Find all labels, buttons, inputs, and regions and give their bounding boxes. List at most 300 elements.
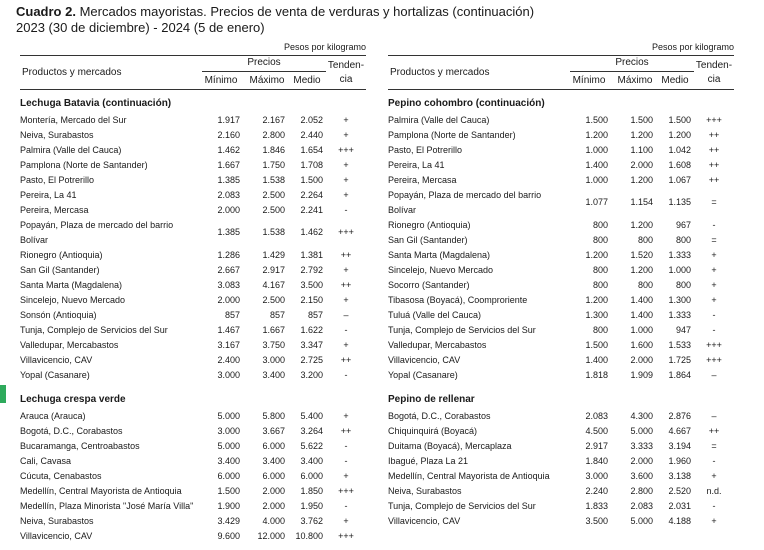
header-top-rule [20, 55, 366, 56]
header-tendencia-1: Tenden- [327, 60, 365, 71]
market-name: Yopal (Casanare) [388, 370, 458, 380]
trend-value: ++ [340, 250, 352, 260]
market-name: Medellín, Plaza Minorista "José María Villa" [20, 501, 194, 511]
trend-value: + [711, 250, 717, 260]
price-max: 1.100 [630, 145, 653, 155]
market-name: San Gil (Santander) [20, 265, 100, 275]
table-row [388, 113, 734, 128]
market-name: Valledupar, Mercabastos [388, 340, 487, 350]
table-row [20, 323, 366, 338]
trend-value: ++ [340, 355, 352, 365]
trend-value: – [711, 411, 717, 421]
market-name: Villavicencio, CAV [388, 516, 461, 526]
price-min: 3.083 [217, 280, 240, 290]
trend-value: + [343, 115, 349, 125]
market-name: Montería, Mercado del Sur [20, 115, 127, 125]
table-right [388, 42, 734, 548]
price-min: 1.900 [217, 501, 240, 511]
table-row [388, 368, 734, 383]
price-med: 2.052 [300, 115, 323, 125]
price-max: 4.167 [262, 280, 285, 290]
price-max: 1.200 [630, 130, 653, 140]
table-row [388, 484, 734, 499]
price-med: 800 [675, 280, 691, 290]
price-min: 3.429 [217, 516, 240, 526]
market-name: Cúcuta, Cenabastos [20, 471, 102, 481]
price-med: 2.440 [300, 130, 323, 140]
price-min: 1.286 [217, 250, 240, 260]
market-name: Villavicencio, CAV [20, 355, 93, 365]
trend-value: ++ [340, 280, 352, 290]
table-row [388, 278, 734, 293]
trend-value: - [712, 310, 716, 320]
market-name: Santa Marta (Magdalena) [20, 280, 123, 290]
price-med: 2.264 [300, 190, 323, 200]
price-max: 6.000 [262, 471, 285, 481]
price-max: 800 [637, 280, 653, 290]
price-min: 2.000 [217, 205, 240, 215]
trend-value: - [344, 441, 348, 451]
price-max: 1.600 [630, 340, 653, 350]
table-row [20, 128, 366, 143]
market-name: Bogotá, D.C., Corabastos [388, 411, 491, 421]
price-min: 1.385 [217, 175, 240, 185]
trend-value: = [711, 441, 717, 451]
table-row [388, 128, 734, 143]
price-med: 1.000 [668, 265, 691, 275]
trend-value: - [712, 325, 716, 335]
price-med: 1.654 [300, 145, 323, 155]
section-title: Pepino cohombro (continuación) [388, 98, 545, 109]
price-med: 1.500 [300, 175, 323, 185]
price-max: 2.000 [262, 486, 285, 496]
price-med: 3.400 [300, 456, 323, 466]
price-med: 6.000 [300, 471, 323, 481]
trend-value: + [343, 265, 349, 275]
price-max: 1.400 [630, 295, 653, 305]
price-min: 800 [592, 220, 608, 230]
price-max: 2.167 [262, 115, 285, 125]
price-max: 1.429 [262, 250, 285, 260]
table-row [20, 529, 366, 544]
section-title: Lechuga crespa verde [20, 394, 126, 405]
price-med: 4.188 [668, 516, 691, 526]
table-left [20, 42, 366, 548]
price-min: 857 [224, 310, 240, 320]
price-max: 1.400 [630, 310, 653, 320]
price-max: 1.667 [262, 325, 285, 335]
table-row [20, 439, 366, 454]
price-med: 5.622 [300, 441, 323, 451]
trend-value: - [344, 370, 348, 380]
price-med: 1.462 [300, 227, 323, 237]
price-med: 1.864 [668, 370, 691, 380]
precios-rule [202, 71, 326, 72]
header-tendencia-2: cia [707, 74, 721, 85]
market-name: Tibasosa (Boyacá), Coomproriente [388, 295, 528, 305]
table-row [388, 338, 734, 353]
trend-value: - [344, 205, 348, 215]
price-med: 2.725 [300, 355, 323, 365]
price-max: 3.400 [262, 456, 285, 466]
table-row [388, 293, 734, 308]
market-name: Sincelejo, Nuevo Mercado [20, 295, 126, 305]
table-row [388, 248, 734, 263]
market-name: Villavicencio, CAV [388, 355, 461, 365]
price-min: 2.000 [217, 295, 240, 305]
price-max: 4.300 [630, 411, 653, 421]
table-row [388, 158, 734, 173]
price-med: 2.520 [668, 486, 691, 496]
price-med: 967 [675, 220, 691, 230]
price-max: 2.000 [262, 501, 285, 511]
price-max: 3.600 [630, 471, 653, 481]
units-label: Pesos por kilogramo [283, 42, 366, 52]
market-name: Tunja, Complejo de Servicios del Sur [388, 501, 536, 511]
price-min: 800 [592, 235, 608, 245]
price-min: 1.200 [585, 295, 608, 305]
price-med: 4.667 [668, 426, 691, 436]
market-name: Palmira (Valle del Cauca) [20, 145, 122, 155]
trend-value: - [712, 220, 716, 230]
price-med: 2.031 [668, 501, 691, 511]
price-min: 2.240 [585, 486, 608, 496]
trend-value: ++ [708, 160, 720, 170]
price-med: 1.200 [668, 130, 691, 140]
price-min: 1.917 [217, 115, 240, 125]
table-row [20, 278, 366, 293]
market-name: Valledupar, Mercabastos [20, 340, 119, 350]
market-name: Chiquinquirá (Boyacá) [388, 426, 478, 436]
table-row [20, 248, 366, 263]
price-max: 3.667 [262, 426, 285, 436]
price-max: 5.800 [262, 411, 285, 421]
price-min: 2.083 [585, 411, 608, 421]
price-max: 1.154 [630, 197, 653, 207]
price-min: 3.400 [217, 456, 240, 466]
trend-value: - [344, 501, 348, 511]
table-row [20, 338, 366, 353]
price-med: 800 [675, 235, 691, 245]
trend-value: +++ [338, 227, 354, 237]
price-max: 1.000 [630, 325, 653, 335]
trend-value: + [711, 295, 717, 305]
table-row [20, 293, 366, 308]
market-name: Yopal (Casanare) [20, 370, 90, 380]
market-name: Duitama (Boyacá), Mercaplaza [388, 441, 512, 451]
trend-value: – [711, 370, 717, 380]
price-med: 3.200 [300, 370, 323, 380]
price-min: 1.840 [585, 456, 608, 466]
table-row [388, 499, 734, 514]
trend-value: + [343, 340, 349, 350]
price-min: 2.917 [585, 441, 608, 451]
price-med: 10.800 [295, 531, 323, 541]
price-min: 2.083 [217, 190, 240, 200]
trend-value: + [343, 175, 349, 185]
price-med: 1.950 [300, 501, 323, 511]
trend-value: + [343, 471, 349, 481]
trend-value: + [711, 471, 717, 481]
price-med: 2.150 [300, 295, 323, 305]
trend-value: +++ [338, 145, 354, 155]
trend-value: - [712, 456, 716, 466]
header-tendencia-1: Tenden- [695, 60, 733, 71]
header-precios: Precios [247, 57, 281, 68]
market-name: Bucaramanga, Centroabastos [20, 441, 140, 451]
price-max: 2.000 [630, 160, 653, 170]
price-max: 2.800 [630, 486, 653, 496]
price-med: 3.138 [668, 471, 691, 481]
price-min: 1.667 [217, 160, 240, 170]
price-max: 2.500 [262, 190, 285, 200]
trend-value: – [343, 310, 349, 320]
price-med: 1.608 [668, 160, 691, 170]
price-min: 1.000 [585, 175, 608, 185]
price-min: 1.300 [585, 310, 608, 320]
market-name: Neiva, Surabastos [20, 516, 94, 526]
price-min: 800 [592, 265, 608, 275]
trend-value: ++ [708, 426, 720, 436]
price-med: 3.762 [300, 516, 323, 526]
price-med: 2.241 [300, 205, 323, 215]
title-line-2: 2023 (30 de diciembre) - 2024 (5 de enero) [16, 20, 265, 35]
header-maximo: Máximo [249, 75, 285, 86]
price-max: 3.000 [262, 355, 285, 365]
table-row [20, 143, 366, 158]
price-min: 3.000 [217, 426, 240, 436]
table-row [388, 173, 734, 188]
table-row [388, 188, 734, 218]
price-med: 1.300 [668, 295, 691, 305]
price-med: 5.400 [300, 411, 323, 421]
title-bold: Cuadro 2. [16, 4, 76, 19]
price-med: 1.850 [300, 486, 323, 496]
price-med: 3.500 [300, 280, 323, 290]
table-row [20, 353, 366, 368]
market-name: San Gil (Santander) [388, 235, 468, 245]
market-name: Cali, Cavasa [20, 456, 72, 466]
price-min: 3.000 [217, 370, 240, 380]
header-productos: Productos y mercados [22, 67, 122, 78]
market-name: Medellín, Central Mayorista de Antioquia [20, 486, 182, 496]
trend-value: +++ [338, 486, 354, 496]
header-medio: Medio [293, 75, 321, 86]
header-medio: Medio [661, 75, 689, 86]
price-med: 3.264 [300, 426, 323, 436]
market-name: Tunja, Complejo de Servicios del Sur [388, 325, 536, 335]
trend-value: +++ [706, 115, 722, 125]
trend-value: +++ [338, 531, 354, 541]
market-name: Neiva, Surabastos [388, 486, 462, 496]
price-max: 1.200 [630, 175, 653, 185]
price-min: 1.000 [585, 145, 608, 155]
market-name: Rionegro (Antioquia) [388, 220, 471, 230]
price-min: 1.077 [585, 197, 608, 207]
table-row [388, 439, 734, 454]
table-row [388, 424, 734, 439]
table-row [388, 469, 734, 484]
market-name: Pamplona (Norte de Santander) [20, 160, 148, 170]
price-med: 2.792 [300, 265, 323, 275]
trend-value: + [343, 130, 349, 140]
price-med: 1.533 [668, 340, 691, 350]
table-row [20, 113, 366, 128]
trend-value: ++ [708, 175, 720, 185]
price-med: 1.333 [668, 310, 691, 320]
table-row [20, 469, 366, 484]
table-row [20, 188, 366, 203]
price-max: 5.000 [630, 516, 653, 526]
price-med: 1.500 [668, 115, 691, 125]
title-line-1 [16, 4, 756, 20]
section-title: Lechuga Batavia (continuación) [20, 98, 172, 109]
price-med: 1.333 [668, 250, 691, 260]
market-name: Sincelejo, Nuevo Mercado [388, 265, 494, 275]
table-row [20, 454, 366, 469]
price-min: 1.200 [585, 250, 608, 260]
price-min: 5.000 [217, 411, 240, 421]
price-min: 3.000 [585, 471, 608, 481]
trend-value: - [712, 501, 716, 511]
trend-value: + [343, 516, 349, 526]
market-name: Tuluá (Valle del Cauca) [388, 310, 482, 320]
precios-rule [570, 71, 694, 72]
header-minimo: Mínimo [204, 75, 238, 86]
price-min: 1.500 [585, 340, 608, 350]
table-row [20, 424, 366, 439]
price-min: 1.400 [585, 160, 608, 170]
header-bottom-rule [388, 89, 734, 90]
price-max: 6.000 [262, 441, 285, 451]
price-med: 1.042 [668, 145, 691, 155]
table-row [20, 308, 366, 323]
market-name: Pereira, La 41 [20, 190, 77, 200]
price-max: 2.500 [262, 295, 285, 305]
market-name: Popayán, Plaza de mercado del barrio Bolívar [388, 190, 542, 215]
market-name: Pereira, Mercasa [20, 205, 89, 215]
price-med: 1.067 [668, 175, 691, 185]
price-min: 800 [592, 280, 608, 290]
price-max: 5.000 [630, 426, 653, 436]
table-row [20, 218, 366, 248]
trend-value: ++ [708, 145, 720, 155]
header-minimo: Mínimo [572, 75, 606, 86]
price-max: 3.750 [262, 340, 285, 350]
header-precios: Precios [615, 57, 649, 68]
title-text: Mercados mayoristas. Precios de venta de verduras y hortalizas (continuación) [75, 4, 535, 19]
market-name: Popayán, Plaza de mercado del barrio Bolívar [20, 220, 174, 245]
trend-value: - [344, 325, 348, 335]
price-min: 1.200 [585, 130, 608, 140]
market-name: Bogotá, D.C., Corabastos [20, 426, 123, 436]
trend-value: + [343, 160, 349, 170]
price-max: 1.909 [630, 370, 653, 380]
price-max: 3.333 [630, 441, 653, 451]
trend-value: n.d. [706, 486, 722, 496]
price-max: 2.500 [262, 205, 285, 215]
price-med: 1.622 [300, 325, 323, 335]
price-min: 800 [592, 325, 608, 335]
header-productos: Productos y mercados [390, 67, 490, 78]
header-top-rule [388, 55, 734, 56]
price-med: 1.381 [300, 250, 323, 260]
table-row [20, 409, 366, 424]
table-row [20, 263, 366, 278]
market-name: Pamplona (Norte de Santander) [388, 130, 516, 140]
table-row [388, 143, 734, 158]
price-max: 2.000 [630, 355, 653, 365]
price-med: 1.725 [668, 355, 691, 365]
market-name: Pasto, El Potrerillo [20, 175, 95, 185]
price-max: 1.200 [630, 220, 653, 230]
table-row [20, 203, 366, 218]
price-med: 3.347 [300, 340, 323, 350]
header-maximo: Máximo [617, 75, 653, 86]
price-min: 1.467 [217, 325, 240, 335]
market-name: Palmira (Valle del Cauca) [388, 115, 490, 125]
price-max: 12.000 [257, 531, 285, 541]
price-med: 3.194 [668, 441, 691, 451]
market-name: Pasto, El Potrerillo [388, 145, 463, 155]
trend-value: + [343, 295, 349, 305]
market-name: Santa Marta (Magdalena) [388, 250, 491, 260]
price-min: 6.000 [217, 471, 240, 481]
section-title: Pepino de rellenar [388, 394, 475, 405]
table-row [388, 323, 734, 338]
trend-value: + [343, 190, 349, 200]
price-min: 1.385 [217, 227, 240, 237]
price-med: 947 [675, 325, 691, 335]
price-max: 1.538 [262, 227, 285, 237]
price-max: 2.800 [262, 130, 285, 140]
price-max: 3.400 [262, 370, 285, 380]
trend-value: ++ [340, 426, 352, 436]
price-min: 1.500 [217, 486, 240, 496]
trend-value: = [711, 235, 717, 245]
trend-value: + [343, 411, 349, 421]
table-row [388, 218, 734, 233]
price-max: 1.750 [262, 160, 285, 170]
price-max: 1.538 [262, 175, 285, 185]
market-name: Neiva, Surabastos [20, 130, 94, 140]
trend-value: - [344, 456, 348, 466]
table-row [20, 484, 366, 499]
table-row [388, 263, 734, 278]
market-name: Rionegro (Antioquia) [20, 250, 103, 260]
table-row [388, 454, 734, 469]
market-name: Arauca (Arauca) [20, 411, 86, 421]
price-med: 1.708 [300, 160, 323, 170]
table-row [388, 353, 734, 368]
trend-value: ++ [708, 130, 720, 140]
trend-value: = [711, 197, 717, 207]
price-max: 1.500 [630, 115, 653, 125]
price-min: 2.160 [217, 130, 240, 140]
table-title [16, 4, 756, 36]
price-max: 1.846 [262, 145, 285, 155]
table-row [388, 409, 734, 424]
price-max: 1.200 [630, 265, 653, 275]
price-min: 1.833 [585, 501, 608, 511]
price-med: 2.876 [668, 411, 691, 421]
price-min: 3.500 [585, 516, 608, 526]
price-min: 5.000 [217, 441, 240, 451]
price-min: 2.667 [217, 265, 240, 275]
market-name: Tunja, Complejo de Servicios del Sur [20, 325, 168, 335]
table-row [20, 173, 366, 188]
price-max: 4.000 [262, 516, 285, 526]
